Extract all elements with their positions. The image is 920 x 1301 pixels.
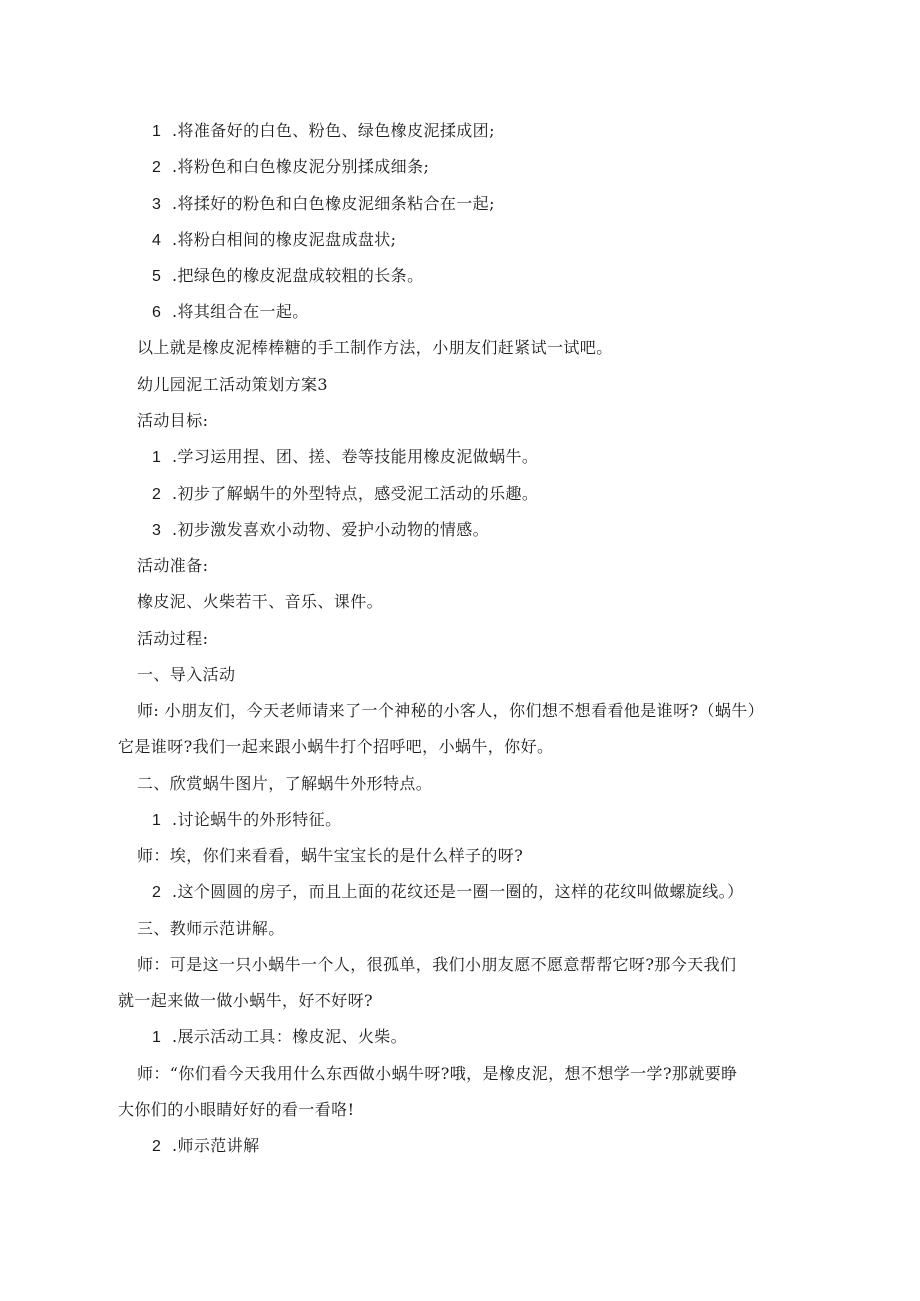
list-number: 4: [152, 232, 162, 249]
part2-heading: 二、欣赏蜗牛图片，了解蜗牛外形特点。: [137, 774, 433, 793]
list-text: .把绿色的橡皮泥盘成较粗的长条。: [172, 266, 424, 285]
step-a-4: [152, 230, 396, 251]
list-number: 2: [152, 1138, 162, 1155]
part3-item-1: [152, 1027, 407, 1048]
step-a-5: [152, 266, 424, 287]
process-heading: 活动过程:: [137, 629, 209, 648]
list-text: .师示范讲解: [172, 1136, 260, 1155]
part1-heading: 一、导入活动: [137, 665, 236, 684]
step-a-6: [152, 302, 309, 323]
part2-item-1: [152, 810, 342, 831]
list-number: 5: [152, 268, 162, 285]
part2-paragraph: 师：埃，你们来看看，蜗牛宝宝长的是什么样子的呀?: [137, 846, 524, 865]
list-number: 3: [152, 522, 162, 539]
step-a-3: [152, 194, 495, 215]
list-number: 2: [152, 486, 162, 503]
list-number: 1: [152, 1029, 162, 1046]
part3-paragraph1-line2: 就一起来做一做小蜗牛，好不好呀?: [118, 991, 373, 1010]
part3-item-2: [152, 1136, 260, 1157]
list-text: .展示活动工具：橡皮泥、火柴。: [172, 1027, 408, 1046]
goal-1: [152, 447, 538, 468]
summary-paragraph: 以上就是橡皮泥棒棒糖的手工制作方法，小朋友们赶紧试一试吧。: [137, 338, 613, 357]
part2-item-2: [152, 882, 744, 903]
part3-paragraph2-line2: 大你们的小眼睛好好的看一看咯!: [118, 1100, 355, 1119]
list-number: 2: [152, 159, 162, 176]
list-text: .初步了解蜗牛的外型特点，感受泥工活动的乐趣。: [172, 484, 539, 503]
part1-paragraph-line1: 师: 小朋友们，今天老师请来了一个神秘的小客人，你们想不想看看他是谁呀?（蜗牛）: [137, 701, 765, 720]
part3-paragraph2-line1: 师：“你们看今天我用什么东西做小蜗牛呀?哦，是橡皮泥，想不想学一学?那就要睁: [137, 1064, 738, 1083]
step-a-1: [152, 121, 495, 142]
prep-heading: 活动准备:: [137, 556, 209, 575]
part3-heading: 三、教师示范讲解。: [137, 919, 285, 938]
step-a-2: [152, 157, 429, 178]
part3-paragraph1-line1: 师：可是这一只小蜗牛一个人，很孤单，我们小朋友愿不愿意帮帮它呀?那今天我们: [137, 955, 737, 974]
part1-paragraph-line2: 它是谁呀?我们一起来跟小蜗牛打个招呼吧，小蜗牛，你好。: [118, 737, 554, 756]
list-text: .将其组合在一起。: [172, 302, 309, 321]
list-text: .将粉白相间的橡皮泥盘成盘状;: [172, 230, 397, 249]
section-title: 幼儿园泥工活动策划方案3: [137, 375, 328, 394]
list-text: .将揉好的粉色和白色橡皮泥细条粘合在一起;: [172, 194, 495, 213]
list-text: .讨论蜗牛的外形特征。: [172, 810, 342, 829]
list-number: 2: [152, 884, 162, 901]
list-text: .将准备好的白色、粉色、绿色橡皮泥揉成团;: [172, 121, 495, 140]
list-text: .学习运用捏、团、搓、卷等技能用橡皮泥做蜗牛。: [172, 447, 539, 466]
list-text: .将粉色和白色橡皮泥分别揉成细条;: [172, 157, 430, 176]
list-text: .初步激发喜欢小动物、爱护小动物的情感。: [172, 520, 490, 539]
list-number: 6: [152, 304, 162, 321]
goals-heading: 活动目标:: [137, 411, 209, 430]
list-number: 1: [152, 449, 162, 466]
prep-text: 橡皮泥、火柴若干、音乐、课件。: [137, 592, 384, 611]
list-number: 3: [152, 196, 162, 213]
goal-3: [152, 520, 489, 541]
goal-2: [152, 484, 538, 505]
list-number: 1: [152, 123, 162, 140]
list-text: .这个圆圆的房子，而且上面的花纹还是一圈一圈的，这样的花纹叫做螺旋线。）: [172, 882, 744, 901]
list-number: 1: [152, 812, 162, 829]
